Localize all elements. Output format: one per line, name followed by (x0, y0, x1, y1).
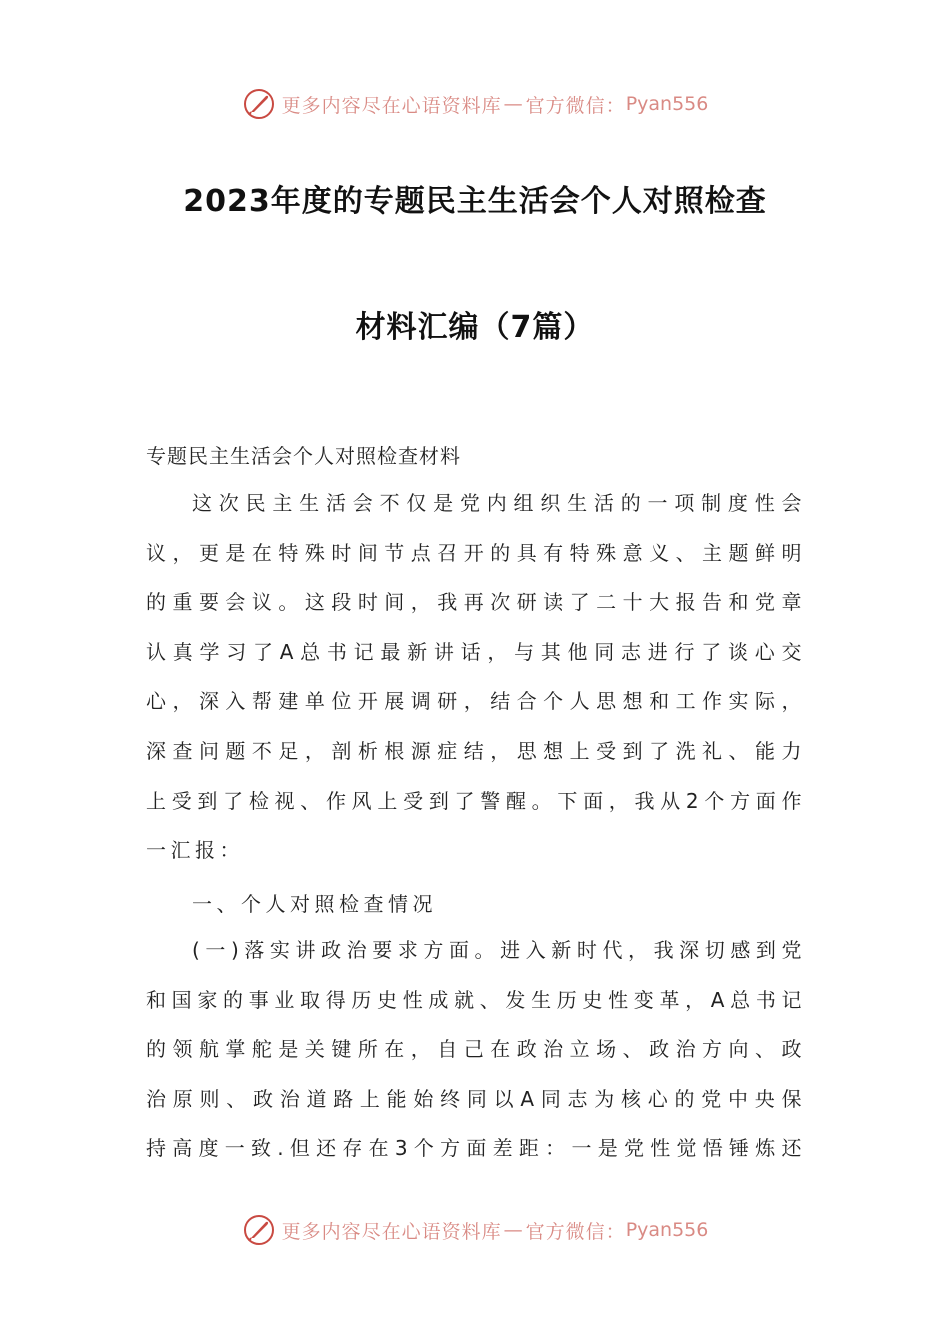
watermark-label: 官方微信： (525, 1220, 626, 1243)
paragraph-line: 认真学习了A总书记最新讲话，与其他同志进行了谈心交 (146, 639, 806, 664)
paragraph-intro (146, 479, 806, 876)
watermark-text: 更多内容尽在心语资料库 (281, 1220, 502, 1243)
paragraph-line: 这次民主生活会不仅是党内组织生活的一项制度性会 (192, 491, 806, 515)
paragraph-line: 的领航掌舵是关键所在，自己在政治立场、政治方向、政 (146, 1037, 806, 1062)
watermark-id: Pyan556 (625, 93, 709, 115)
paragraph-line: 的重要会议。这段时间，我再次研读了二十大报告和党章 (146, 590, 806, 615)
section-heading (146, 880, 806, 930)
section-heading-text: 一、个人对照检查情况 (192, 892, 437, 916)
paragraph-line: 上受到了检视、作风上受到了警醒。下面，我从2个方面作 (146, 788, 806, 813)
document-title-line-1: 2023年度的专题民主生活会个人对照检查 (183, 184, 767, 219)
paragraph-political (146, 926, 806, 1174)
paragraph-line: 心，深入帮建单位开展调研，结合个人思想和工作实际， (146, 689, 806, 714)
section-subtitle: 专题民主生活会个人对照检查材料 (146, 444, 461, 468)
watermark-separator: — (503, 93, 524, 115)
document-title-line-2: 材料汇编（7篇） (355, 310, 595, 345)
header-watermark (0, 84, 950, 124)
watermark-text: 更多内容尽在心语资料库 (281, 94, 502, 117)
footer-watermark (0, 1210, 950, 1250)
watermark-label: 官方微信： (525, 94, 626, 117)
paragraph-line: (一)落实讲政治要求方面。进入新时代，我深切感到党 (192, 938, 806, 962)
paragraph-line: 治原则、政治道路上能始终同以A同志为核心的党中央保 (146, 1086, 806, 1111)
paragraph-line: 持高度一致.但还存在3个方面差距：一是党性觉悟锤炼还 (146, 1136, 806, 1161)
paragraph-line: 和国家的事业取得历史性成就、发生历史性变革，A总书记 (146, 987, 806, 1012)
feather-pen-icon (242, 87, 276, 121)
watermark-id: Pyan556 (625, 1219, 709, 1241)
watermark-separator: — (503, 1219, 524, 1241)
paragraph-line: 议，更是在特殊时间节点召开的具有特殊意义、主题鲜明 (146, 540, 806, 565)
paragraph-line: 一汇报： (146, 838, 244, 863)
paragraph-line: 深查问题不足，剖析根源症结，思想上受到了洗礼、能力 (146, 738, 806, 763)
feather-pen-icon (242, 1213, 276, 1247)
